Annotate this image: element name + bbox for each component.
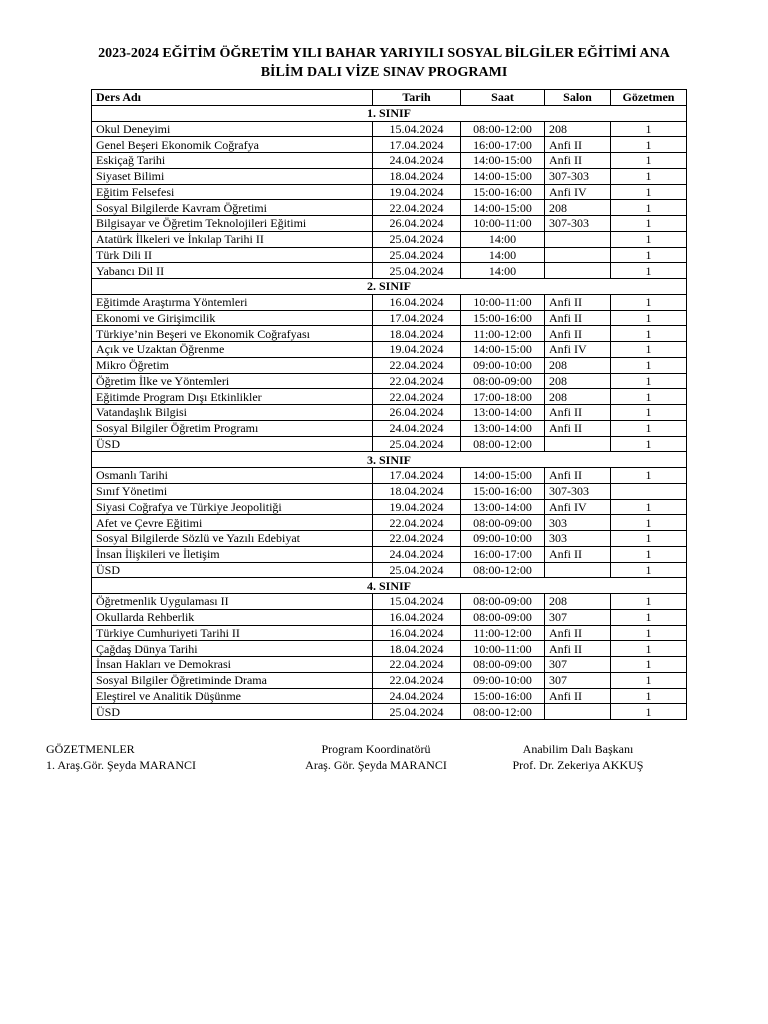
date-cell: 26.04.2024 (373, 216, 461, 232)
table-row (92, 357, 687, 373)
room-cell: 307 (545, 609, 611, 625)
course-name-cell: Türkiye’nin Beşeri ve Ekonomik Coğrafyası (92, 326, 373, 342)
proctor-cell: 1 (611, 247, 687, 263)
room-cell: 208 (545, 389, 611, 405)
table-row (92, 184, 687, 200)
proctor-cell: 1 (611, 436, 687, 452)
proctor-cell: 1 (611, 137, 687, 153)
room-cell: 208 (545, 373, 611, 389)
room-cell (545, 247, 611, 263)
date-cell: 19.04.2024 (373, 342, 461, 358)
table-row (92, 263, 687, 279)
room-cell: 208 (545, 200, 611, 216)
date-cell: 19.04.2024 (373, 184, 461, 200)
proctor-cell: 1 (611, 562, 687, 578)
proctor-cell: 1 (611, 389, 687, 405)
date-cell: 16.04.2024 (373, 625, 461, 641)
time-cell: 08:00-09:00 (461, 609, 545, 625)
coordinator-block (296, 741, 456, 773)
table-row (92, 231, 687, 247)
proctor-cell: 1 (611, 625, 687, 641)
time-cell: 13:00-14:00 (461, 420, 545, 436)
room-cell: Anfi IV (545, 184, 611, 200)
table-row (92, 562, 687, 578)
room-cell: Anfi II (545, 420, 611, 436)
course-name-cell: ÜSD (92, 704, 373, 720)
document-title (0, 44, 768, 82)
date-cell: 25.04.2024 (373, 562, 461, 578)
date-cell: 24.04.2024 (373, 420, 461, 436)
table-row (92, 389, 687, 405)
proctor-cell: 1 (611, 531, 687, 547)
course-name-cell: Eğitim Felsefesi (92, 184, 373, 200)
table-row (92, 704, 687, 720)
room-cell (545, 436, 611, 452)
date-cell: 24.04.2024 (373, 688, 461, 704)
time-cell: 08:00-12:00 (461, 436, 545, 452)
time-cell: 13:00-14:00 (461, 405, 545, 421)
date-cell: 17.04.2024 (373, 468, 461, 484)
date-cell: 25.04.2024 (373, 263, 461, 279)
proctor-cell: 1 (611, 263, 687, 279)
date-cell: 22.04.2024 (373, 373, 461, 389)
course-name-cell: Sosyal Bilgiler Öğretim Programı (92, 420, 373, 436)
table-row (92, 294, 687, 310)
section-label: 4. SINIF (92, 578, 687, 594)
time-cell: 08:00-09:00 (461, 373, 545, 389)
proctor-cell: 1 (611, 342, 687, 358)
room-cell (545, 562, 611, 578)
date-cell: 25.04.2024 (373, 231, 461, 247)
course-name-cell: Osmanlı Tarihi (92, 468, 373, 484)
table-row (92, 515, 687, 531)
room-cell (545, 704, 611, 720)
proctor-cell: 1 (611, 168, 687, 184)
time-cell: 16:00-17:00 (461, 546, 545, 562)
department-head-block (508, 741, 648, 773)
room-cell (545, 263, 611, 279)
room-cell: 307 (545, 657, 611, 673)
supervisors-heading: GÖZETMENLER (46, 742, 135, 756)
course-name-cell: Çağdaş Dünya Tarihi (92, 641, 373, 657)
course-name-cell: Okul Deneyimi (92, 121, 373, 137)
course-name-cell: Eleştirel ve Analitik Düşünme (92, 688, 373, 704)
proctor-cell: 1 (611, 310, 687, 326)
date-cell: 18.04.2024 (373, 326, 461, 342)
proctor-cell: 1 (611, 216, 687, 232)
room-cell: Anfi II (545, 641, 611, 657)
title-line-2: BİLİM DALI VİZE SINAV PROGRAMI (260, 65, 508, 80)
title-line-1: 2023-2024 EĞİTİM ÖĞRETİM YILI BAHAR YARIYILI SOSYAL BİLGİLER EĞİTİMİ ANA (98, 46, 670, 61)
room-cell (545, 231, 611, 247)
proctor-cell: 1 (611, 672, 687, 688)
coordinator-name: Araş. Gör. Şeyda MARANCI (305, 758, 447, 772)
time-cell: 08:00-09:00 (461, 515, 545, 531)
date-cell: 22.04.2024 (373, 657, 461, 673)
table-row (92, 625, 687, 641)
course-name-cell: Siyasi Coğrafya ve Türkiye Jeopolitiği (92, 499, 373, 515)
proctor-cell: 1 (611, 121, 687, 137)
date-cell: 25.04.2024 (373, 436, 461, 452)
date-cell: 22.04.2024 (373, 672, 461, 688)
course-name-cell: Yabancı Dil II (92, 263, 373, 279)
date-cell: 17.04.2024 (373, 137, 461, 153)
course-name-cell: Sınıf Yönetimi (92, 483, 373, 499)
date-cell: 25.04.2024 (373, 704, 461, 720)
course-name-cell: Siyaset Bilimi (92, 168, 373, 184)
date-cell: 26.04.2024 (373, 405, 461, 421)
date-cell: 15.04.2024 (373, 594, 461, 610)
supervisors-block (46, 741, 196, 773)
exam-schedule-table (91, 89, 687, 720)
room-cell: 303 (545, 515, 611, 531)
time-cell: 10:00-11:00 (461, 216, 545, 232)
course-name-cell: Eskiçağ Tarihi (92, 153, 373, 169)
date-cell: 22.04.2024 (373, 357, 461, 373)
time-cell: 14:00 (461, 263, 545, 279)
table-row (92, 546, 687, 562)
course-name-cell: Türkiye Cumhuriyeti Tarihi II (92, 625, 373, 641)
table-row (92, 342, 687, 358)
section-label: 2. SINIF (92, 279, 687, 295)
date-cell: 16.04.2024 (373, 294, 461, 310)
course-name-cell: Afet ve Çevre Eğitimi (92, 515, 373, 531)
proctor-cell: 1 (611, 231, 687, 247)
time-cell: 17:00-18:00 (461, 389, 545, 405)
time-cell: 15:00-16:00 (461, 184, 545, 200)
table-row (92, 137, 687, 153)
table-row (92, 436, 687, 452)
table-row (92, 468, 687, 484)
time-cell: 16:00-17:00 (461, 137, 545, 153)
course-name-cell: Öğretmenlik Uygulaması II (92, 594, 373, 610)
header-time: Saat (461, 90, 545, 106)
room-cell: Anfi II (545, 326, 611, 342)
table-row (92, 657, 687, 673)
section-label: 1. SINIF (92, 105, 687, 121)
time-cell: 11:00-12:00 (461, 625, 545, 641)
date-cell: 18.04.2024 (373, 483, 461, 499)
department-head-name: Prof. Dr. Zekeriya AKKUŞ (512, 758, 644, 772)
room-cell: Anfi IV (545, 499, 611, 515)
time-cell: 14:00-15:00 (461, 168, 545, 184)
proctor-cell: 1 (611, 405, 687, 421)
table-row (92, 121, 687, 137)
header-room: Salon (545, 90, 611, 106)
time-cell: 08:00-09:00 (461, 594, 545, 610)
course-name-cell: Öğretim İlke ve Yöntemleri (92, 373, 373, 389)
date-cell: 22.04.2024 (373, 515, 461, 531)
room-cell: Anfi II (545, 546, 611, 562)
date-cell: 24.04.2024 (373, 546, 461, 562)
table-row (92, 373, 687, 389)
table-row (92, 672, 687, 688)
proctor-cell: 1 (611, 420, 687, 436)
proctor-cell: 1 (611, 373, 687, 389)
course-name-cell: ÜSD (92, 436, 373, 452)
room-cell: Anfi II (545, 688, 611, 704)
room-cell: Anfi II (545, 153, 611, 169)
date-cell: 17.04.2024 (373, 310, 461, 326)
table-row (92, 310, 687, 326)
course-name-cell: İnsan Hakları ve Demokrasi (92, 657, 373, 673)
time-cell: 15:00-16:00 (461, 310, 545, 326)
time-cell: 15:00-16:00 (461, 688, 545, 704)
room-cell: 208 (545, 357, 611, 373)
schedule-body (92, 105, 687, 719)
course-name-cell: Atatürk İlkeleri ve İnkılap Tarihi II (92, 231, 373, 247)
room-cell: 307 (545, 672, 611, 688)
time-cell: 14:00-15:00 (461, 153, 545, 169)
table-row (92, 594, 687, 610)
room-cell: Anfi II (545, 405, 611, 421)
proctor-cell: 1 (611, 546, 687, 562)
proctor-cell: 1 (611, 468, 687, 484)
section-label: 3. SINIF (92, 452, 687, 468)
proctor-cell: 1 (611, 515, 687, 531)
table-row (92, 641, 687, 657)
table-row (92, 216, 687, 232)
table-row (92, 200, 687, 216)
table-row (92, 420, 687, 436)
table-row (92, 247, 687, 263)
proctor-cell: 1 (611, 326, 687, 342)
room-cell: Anfi II (545, 294, 611, 310)
proctor-cell: 1 (611, 184, 687, 200)
date-cell: 18.04.2024 (373, 641, 461, 657)
room-cell: 303 (545, 531, 611, 547)
table-row (92, 326, 687, 342)
room-cell: 307-303 (545, 216, 611, 232)
time-cell: 14:00-15:00 (461, 342, 545, 358)
room-cell: 208 (545, 121, 611, 137)
date-cell: 16.04.2024 (373, 609, 461, 625)
proctor-cell: 1 (611, 294, 687, 310)
course-name-cell: Türk Dili II (92, 247, 373, 263)
room-cell: Anfi II (545, 625, 611, 641)
date-cell: 22.04.2024 (373, 200, 461, 216)
course-name-cell: Mikro Öğretim (92, 357, 373, 373)
course-name-cell: Ekonomi ve Girişimcilik (92, 310, 373, 326)
proctor-cell: 1 (611, 641, 687, 657)
time-cell: 08:00-12:00 (461, 121, 545, 137)
proctor-cell: 1 (611, 153, 687, 169)
table-row (92, 499, 687, 515)
course-name-cell: Vatandaşlık Bilgisi (92, 405, 373, 421)
time-cell: 08:00-12:00 (461, 562, 545, 578)
date-cell: 22.04.2024 (373, 389, 461, 405)
course-name-cell: Eğitimde Araştırma Yöntemleri (92, 294, 373, 310)
course-name-cell: ÜSD (92, 562, 373, 578)
header-date: Tarih (373, 90, 461, 106)
proctor-cell: 1 (611, 688, 687, 704)
course-name-cell: Genel Beşeri Ekonomik Coğrafya (92, 137, 373, 153)
date-cell: 15.04.2024 (373, 121, 461, 137)
section-row (92, 578, 687, 594)
table-row (92, 405, 687, 421)
header-course-name: Ders Adı (92, 90, 373, 106)
table-row (92, 688, 687, 704)
coordinator-title: Program Koordinatörü (321, 742, 431, 756)
room-cell: Anfi II (545, 137, 611, 153)
header-row (92, 90, 687, 106)
time-cell: 13:00-14:00 (461, 499, 545, 515)
room-cell: Anfi IV (545, 342, 611, 358)
date-cell: 19.04.2024 (373, 499, 461, 515)
time-cell: 09:00-10:00 (461, 357, 545, 373)
time-cell: 11:00-12:00 (461, 326, 545, 342)
course-name-cell: İnsan İlişkileri ve İletişim (92, 546, 373, 562)
header-proctor: Gözetmen (611, 90, 687, 106)
date-cell: 24.04.2024 (373, 153, 461, 169)
time-cell: 09:00-10:00 (461, 672, 545, 688)
room-cell: 307-303 (545, 483, 611, 499)
proctor-cell: 1 (611, 200, 687, 216)
date-cell: 25.04.2024 (373, 247, 461, 263)
course-name-cell: Açık ve Uzaktan Öğrenme (92, 342, 373, 358)
time-cell: 15:00-16:00 (461, 483, 545, 499)
section-row (92, 452, 687, 468)
room-cell: 307-303 (545, 168, 611, 184)
time-cell: 10:00-11:00 (461, 641, 545, 657)
time-cell: 14:00 (461, 231, 545, 247)
course-name-cell: Bilgisayar ve Öğretim Teknolojileri Eğitimi (92, 216, 373, 232)
course-name-cell: Eğitimde Program Dışı Etkinlikler (92, 389, 373, 405)
proctor-cell: 1 (611, 357, 687, 373)
proctor-cell: 1 (611, 704, 687, 720)
department-head-title: Anabilim Dalı Başkanı (522, 742, 634, 756)
date-cell: 22.04.2024 (373, 531, 461, 547)
room-cell: Anfi II (545, 310, 611, 326)
room-cell: Anfi II (545, 468, 611, 484)
time-cell: 08:00-12:00 (461, 704, 545, 720)
time-cell: 08:00-09:00 (461, 657, 545, 673)
time-cell: 14:00 (461, 247, 545, 263)
section-row (92, 279, 687, 295)
supervisor-name: 1. Araş.Gör. Şeyda MARANCI (46, 758, 196, 772)
table-row (92, 483, 687, 499)
time-cell: 09:00-10:00 (461, 531, 545, 547)
proctor-cell: 1 (611, 657, 687, 673)
proctor-cell: 1 (611, 594, 687, 610)
table-row (92, 153, 687, 169)
course-name-cell: Okullarda Rehberlik (92, 609, 373, 625)
date-cell: 18.04.2024 (373, 168, 461, 184)
table-row (92, 168, 687, 184)
table-row (92, 531, 687, 547)
room-cell: 208 (545, 594, 611, 610)
time-cell: 14:00-15:00 (461, 200, 545, 216)
table-row (92, 609, 687, 625)
course-name-cell: Sosyal Bilgiler Öğretiminde Drama (92, 672, 373, 688)
proctor-cell: 1 (611, 609, 687, 625)
time-cell: 14:00-15:00 (461, 468, 545, 484)
time-cell: 10:00-11:00 (461, 294, 545, 310)
proctor-cell: 1 (611, 499, 687, 515)
section-row (92, 105, 687, 121)
proctor-cell (611, 483, 687, 499)
course-name-cell: Sosyal Bilgilerde Kavram Öğretimi (92, 200, 373, 216)
course-name-cell: Sosyal Bilgilerde Sözlü ve Yazılı Edebiyat (92, 531, 373, 547)
